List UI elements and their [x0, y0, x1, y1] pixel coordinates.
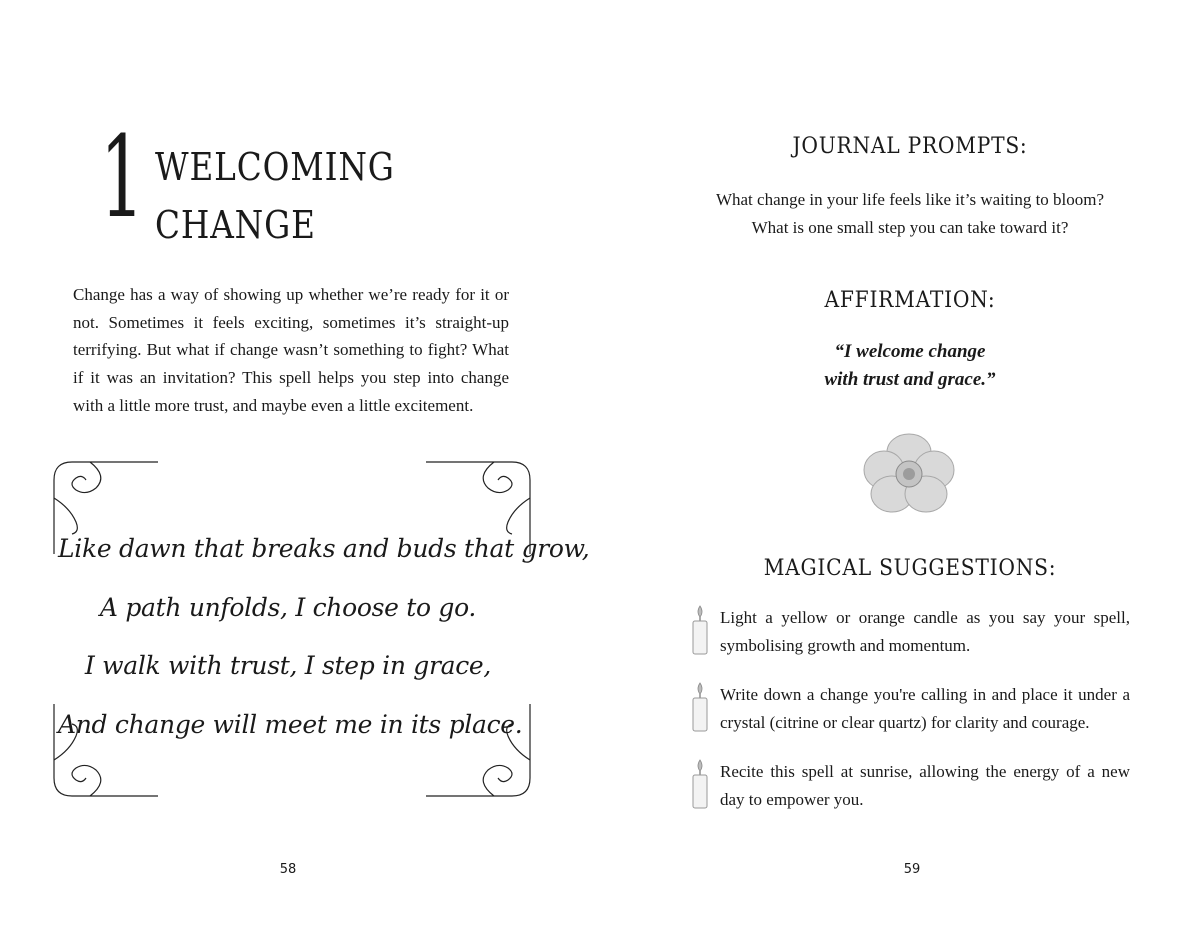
page-number-left: 58 — [279, 862, 297, 877]
affirmation-line: “I welcome change — [834, 341, 986, 362]
affirmation-line: with trust and grace.” — [824, 369, 996, 390]
journal-prompts — [690, 186, 1130, 241]
right-page — [600, 0, 1200, 936]
list-item — [690, 758, 1130, 813]
spell-line: I walk with trust, I step in grace, — [84, 651, 492, 680]
spell-line: Like dawn that breaks and buds that grow, — [58, 534, 590, 563]
affirmation-heading: AFFIRMATION: — [824, 288, 996, 313]
list-item — [690, 604, 1130, 659]
journal-prompt: What change in your life feels like it’s waiting to bloom? — [715, 190, 1105, 209]
candle-icon — [690, 681, 710, 733]
page-number-right: 59 — [903, 862, 921, 877]
suggestion-text: Write down a change you're calling in and place it under a crystal (citrine or clear quartz) for clarity and courage. — [720, 685, 1130, 732]
chapter-title-line-2: CHANGE — [155, 203, 316, 247]
journal-prompt: What is one small step you can take toward it? — [751, 217, 1069, 237]
spell-poem — [58, 520, 590, 754]
suggestion-text: Light a yellow or orange candle as you say your spell, symbolising growth and momentum. — [720, 608, 1130, 655]
suggestion-text: Recite this spell at sunrise, allowing the energy of a new day to empower you. — [720, 762, 1130, 809]
affirmation-quote — [760, 338, 1060, 394]
candle-icon — [690, 604, 710, 656]
flower-icon — [862, 432, 956, 516]
intro-paragraph: Change has a way of showing up whether we’re ready for it or not. Sometimes it feels exciting, sometimes it’s straight-up terrifying. But what if change wasn’t something to fight? What if it was an invitation? This spell helps you step into change with a little more trust, and maybe even a little excitement. — [73, 285, 509, 415]
journal-prompts-heading: JOURNAL PROMPTS: — [792, 134, 1028, 159]
spell-line: A path unfolds, I choose to go. — [99, 592, 477, 622]
chapter-title-line-1: WELCOMING — [155, 145, 395, 189]
spell-line: And change will meet me in its place. — [58, 709, 523, 739]
candle-icon — [690, 758, 710, 810]
list-item — [690, 681, 1130, 736]
chapter-title — [155, 138, 395, 254]
suggestions-list — [690, 604, 1130, 835]
magical-suggestions-heading: MAGICAL SUGGESTIONS: — [763, 556, 1057, 581]
chapter-number: 1 — [100, 113, 145, 243]
